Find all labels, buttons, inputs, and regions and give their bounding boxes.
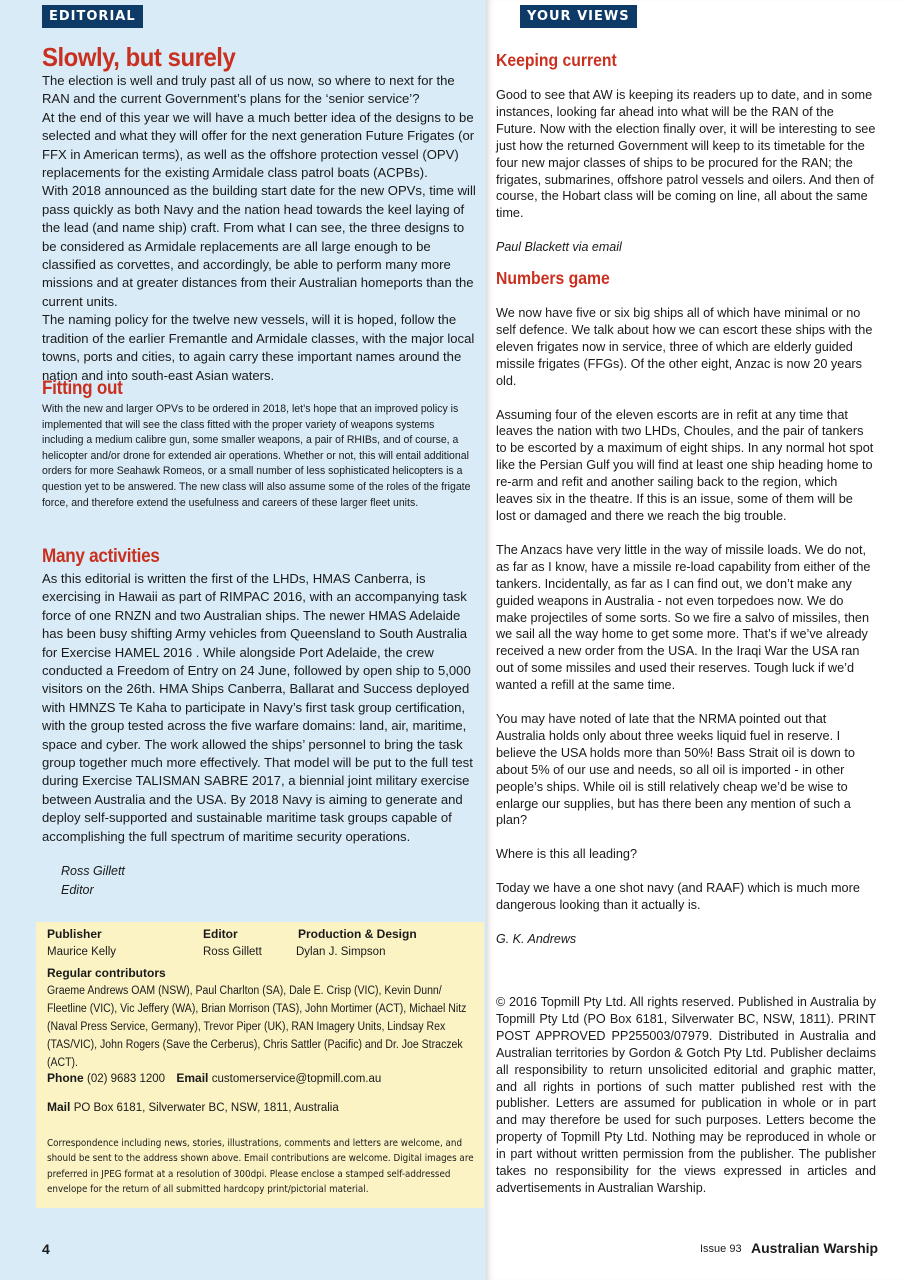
editorial-paragraph: With 2018 announced as the building start date for the new OPVs, time will pass quickly as both Navy and the nation head towards the keel laying of the lead (and name ship) craft. From what I can see, the three designs to be considered as Armidale replacements are all large enough to be classified as corvettes, and accordingly, be able to perform many more missions and at greater distances from their Australian homeports than the current units. [42, 183, 476, 309]
letter-keeping-current [496, 49, 876, 256]
signature-role: Editor [61, 883, 94, 897]
phone-value: (02) 9683 1200 [87, 1073, 166, 1085]
copyright-text: © 2016 Topmill Pty Ltd. All rights reserved. Published in Australia by Topmill Pty Ltd (PO Box 6181, Silverwater BC, NSW, 1811). PRINT POST APPROVED PP255003/07979. Distributed in Australia and Australian territories by Gordon & Gotch Pty Ltd. Publisher declaims all responsibility to return unsolicited editorial and graphic matter, and all rights in portions of such matter published rest with the publisher. Letters are assumed for publication in whole or in part and may therefore be used for such purposes. Letters become the property of Topmill Pty Ltd. Nothing may be reproduced in whole or in part without written permission from the publisher. The publisher takes no responsibility for the views expressed in articles and advertisements in Australian Warship. [496, 995, 876, 1195]
editorial-signature [61, 862, 125, 900]
mail-value: PO Box 6181, Silverwater BC, NSW, 1811, Australia [73, 1102, 339, 1114]
editorial-paragraph: At the end of this year we will have a much better idea of the designs to be selected and what they will offer for the next generation Future Frigates (or FFX in American terms), as well as the offshore protection vessel (OPV) replacements for the existing Armidale class patrol boats (ACPBs). [42, 109, 475, 181]
production-name: Dylan J. Simpson [296, 946, 386, 958]
editorial-tag: EDITORIAL [42, 5, 143, 28]
letter1-text: Good to see that AW is keeping its readers up to date, and in some instances, looking far ahead into what will be the RAN of the Future. Now with the election finally over, it will be interesting to see just how the returned Government will keep to its timetable for the four new major classes of ships to be procured for the RAN; the frigates, submarines, offshore patrol vessels and oilers. And then of course, the Hobart class will be coming on line, all about the same time. [496, 88, 876, 221]
signature-name: Ross Gillett [61, 864, 125, 878]
letter2-paragraph: Today we have a one shot navy (and RAAF) which is much more dangerous looking than it actually is. [496, 881, 860, 913]
letter2-signature: G. K. Andrews [496, 932, 577, 947]
letter-numbers-game [496, 267, 876, 948]
publisher-label: Publisher [47, 927, 102, 941]
letter2-paragraph: The Anzacs have very little in the way of missile loads. We do not, as far as I know, have a missile re-load capability from either of the tankers. Incidentally, as far as I can find out, we don’t make any guided weapons in Australia - not even torpedoes now. We do make projectiles of some sorts. So we fire a salvo of missiles, then we sail all the way home to get some more. That’s if we’ve already received a new order from the USA. In the Iraqi War the USA ran out of some missiles and used their reserves. Tough luck if we’d wanted a refill at the same time. [496, 542, 871, 693]
magazine-name: Australian Warship [751, 1240, 879, 1256]
letter2-paragraph: Assuming four of the eleven escorts are in refit at any time that leaves the nation with two LHDs, Choules, and the pair of tankers to be escorted by a maximum of eight ships. In any normal hot spot like the Persian Gulf you will find at least one ship heading home to re-arm and refit and another sailing back to the region, which leaves six in the theatre. If this is an issue, some of them will be lost or damaged and there we reach the big trouble. [496, 407, 874, 523]
editor-name: Ross Gillett [203, 946, 262, 958]
production-label: Production & Design [298, 927, 417, 941]
fitting-out-text: With the new and larger OPVs to be ordered in 2018, let’s hope that an improved policy is implemented that will see the class fitted with the proper variety of weapons systems including a medium calibre gun, some smaller weapons, a pair of RHIBs, and of course, a helicopter and/or drone for extended air operations. Whether or not, this will entail additional orders for more Seahawk Romeos, or a small number of less sophisticated helicopters is a question yet to be answered. The new class will also assume some of the roles of the frigate force, and therefore extend the usefulness and careers of these larger fleet units. [42, 403, 471, 509]
mail-line [47, 1098, 339, 1117]
letter1-heading: Keeping current [496, 50, 617, 70]
many-activities-section [42, 546, 478, 846]
editorial-body [42, 42, 478, 385]
letter1-signature: Paul Blackett via email [496, 240, 622, 255]
fitting-out-section [42, 378, 478, 511]
issue-number: Issue 93 [700, 1243, 742, 1255]
your-views-tag: YOUR VIEWS [520, 5, 637, 28]
editor-label: Editor [203, 927, 238, 941]
publisher-name: Maurice Kelly [47, 946, 117, 958]
letter2-paragraph: We now have five or six big ships all of which have minimal or no self defence. We talk about how we can escort these ships with the eleven frigates now in service, three of which are elderly guided missile frigates (FFGs). Of the other eight, Anzac is now 20 years old. [496, 306, 873, 388]
phone-label: Phone [47, 1071, 84, 1085]
many-activities-text: As this editorial is written the first of the LHDs, HMAS Canberra, is exercising in Hawaii as part of RIMPAC 2016, with an accompanying task force of one RNZN and two Australian ships. The newer HMAS Adelaide has been busy shifting Army vehicles from Queensland to South Australia for Exercise HAMEL 2016 . While alongside Port Adelaide, the crew conducted a Freedom of Entry on 24 June, followed by open ship to 5,000 visitors on the 26th. HMA Ships Canberra, Ballarat and Success deployed with HMNZS Te Kaha to participate in Navy’s first task group certification, with the group tested across the five warfare domains: land, air, maritime, space and cyber. The work allowed the ships’ personnel to bring the task group together much more effectively. That model will be put to the full test during Exercise TALISMAN SABRE 2017, a biennial joint military exercise between Australia and the USA. By 2018 Navy is aiming to generate and deploy self-supported and sustainable maritime task groups capable of accomplishing the full spectrum of maritime security operations. [42, 571, 473, 844]
mail-label: Mail [47, 1100, 71, 1114]
email-value[interactable]: customerservice@topmill.com.au [211, 1073, 382, 1085]
correspondence-note: Correspondence including news, stories, illustrations, comments and letters are welcome, and should be sent to the address shown above. Email contributions are welcome. Digital images are preferred in JPEG format at a resolution of 300dpi. Please enclose a stamped self-addressed envelope for the return of all submitted hardcopy print/pictorial material. [47, 1138, 474, 1196]
many-activities-heading: Many activities [42, 546, 160, 567]
page-number: 4 [42, 1241, 50, 1257]
contributors-text: Graeme Andrews OAM (NSW), Paul Charlton (SA), Dale E. Crisp (VIC), Kevin Dunn/ Fleetline (VIC), Vic Jeffery (WA), Brian Morrison (TAS), John Mortimer (ACT), Michael Nitz (Naval Press Service, Germany), Trevor Piper (UK), RAN Imagery Units, Lindsay Rex (TAS/VIC), John Rogers (Save the Cerberus), Chris Sattler (Pacific) and Dr. Joe Straczek (ACT). [47, 985, 467, 1069]
editorial-headline: Slowly, but surely [42, 42, 236, 72]
editorial-paragraph: The naming policy for the twelve new vessels, will it is hoped, follow the tradition of the earlier Fremantle and Armidale classes, with the major local towns, ports and cities, to again carry these important names around the nation and into south-east Asian waters. [42, 312, 475, 383]
phone-line [47, 1069, 381, 1088]
email-label: Email [176, 1071, 209, 1085]
copyright-notice [496, 994, 876, 1197]
letter2-paragraph: You may have noted of late that the NRMA pointed out that Australia holds only about three weeks liquid fuel in reserve. I believe the USA holds more than 50%! Bass Strait oil is down to about 5% of our use and needs, so all oil is imported - in other people’s ships. While oil is still relatively cheap we’d be wise to enlarge our supplies, but has there been any mention of such a plan? [496, 712, 855, 828]
editorial-paragraph: The election is well and truly past all of us now, so where to next for the RAN and the current Government’s plans for the ‘senior service’? [42, 73, 455, 107]
contributors-label: Regular contributors [47, 966, 166, 980]
letter2-heading: Numbers game [496, 268, 610, 288]
publisher-info-box [36, 922, 484, 1208]
fitting-out-heading: Fitting out [42, 378, 123, 399]
letter2-paragraph: Where is this all leading? [496, 847, 638, 862]
